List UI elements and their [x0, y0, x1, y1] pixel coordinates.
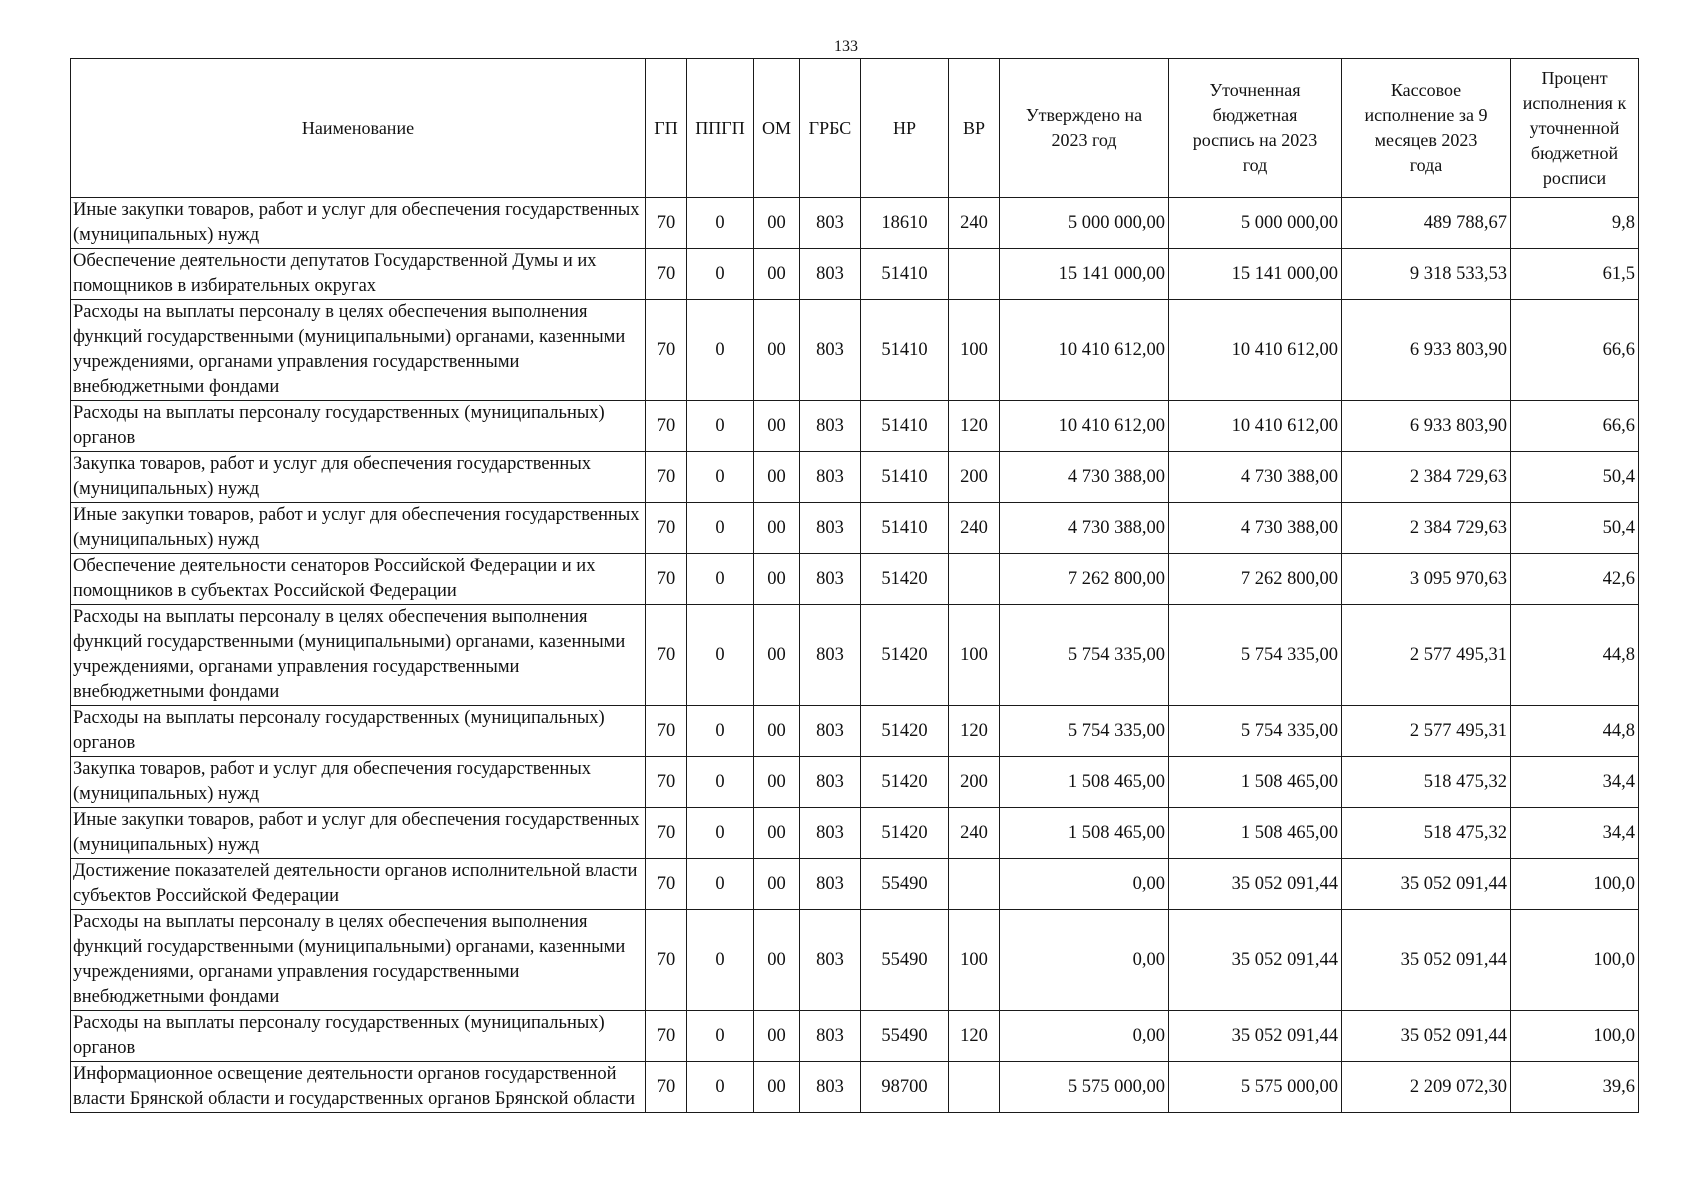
- cell-ppgp: 0: [687, 503, 754, 554]
- cell-om: 00: [754, 757, 800, 808]
- cell-gp: 70: [646, 452, 687, 503]
- table-row: [71, 808, 1639, 859]
- cell-name: Информационное освещение деятельности органов государственной власти Брянской области и государственных органов Брянской области: [71, 1062, 646, 1113]
- table-row: [71, 1011, 1639, 1062]
- cell-vr: [949, 249, 1000, 300]
- page-number: 133: [834, 38, 858, 55]
- cell-om: 00: [754, 452, 800, 503]
- cell-gp: 70: [646, 249, 687, 300]
- header-cash: Кассовое исполнение за 9 месяцев 2023 года: [1342, 59, 1511, 198]
- cell-grbs: 803: [800, 706, 861, 757]
- header-om: ОМ: [754, 59, 800, 198]
- cell-vr: 200: [949, 452, 1000, 503]
- cell-name: Закупка товаров, работ и услуг для обеспечения государственных (муниципальных) нужд: [71, 452, 646, 503]
- table-row: [71, 1062, 1639, 1113]
- cell-ppgp: 0: [687, 452, 754, 503]
- cell-grbs: 803: [800, 808, 861, 859]
- cell-refined: 5 575 000,00: [1169, 1062, 1342, 1113]
- cell-ppgp: 0: [687, 605, 754, 706]
- cell-om: 00: [754, 605, 800, 706]
- cell-gp: 70: [646, 554, 687, 605]
- cell-grbs: 803: [800, 605, 861, 706]
- cell-gp: 70: [646, 401, 687, 452]
- table-row: [71, 554, 1639, 605]
- cell-refined: 10 410 612,00: [1169, 401, 1342, 452]
- cell-name: Расходы на выплаты персоналу государственных (муниципальных) органов: [71, 706, 646, 757]
- cell-refined: 7 262 800,00: [1169, 554, 1342, 605]
- cell-nr: 51410: [861, 503, 949, 554]
- header-vr: ВР: [949, 59, 1000, 198]
- cell-cash: 2 577 495,31: [1342, 706, 1511, 757]
- cell-ppgp: 0: [687, 706, 754, 757]
- table-row: [71, 757, 1639, 808]
- cell-gp: 70: [646, 503, 687, 554]
- cell-vr: [949, 554, 1000, 605]
- cell-grbs: 803: [800, 757, 861, 808]
- cell-refined: 4 730 388,00: [1169, 503, 1342, 554]
- cell-cash: 2 384 729,63: [1342, 503, 1511, 554]
- cell-refined: 10 410 612,00: [1169, 300, 1342, 401]
- cell-gp: 70: [646, 1011, 687, 1062]
- cell-gp: 70: [646, 706, 687, 757]
- cell-name: Расходы на выплаты персоналу государственных (муниципальных) органов: [71, 401, 646, 452]
- cell-ppgp: 0: [687, 859, 754, 910]
- cell-grbs: 803: [800, 452, 861, 503]
- cell-grbs: 803: [800, 300, 861, 401]
- cell-grbs: 803: [800, 910, 861, 1011]
- cell-vr: 200: [949, 757, 1000, 808]
- header-ppgp: ППГП: [687, 59, 754, 198]
- cell-name: Расходы на выплаты персоналу в целях обеспечения выполнения функций государственными (муниципальными) органами, казенными учреждениями, органами управления государственными внебюджетными фондами: [71, 300, 646, 401]
- cell-refined: 4 730 388,00: [1169, 452, 1342, 503]
- cell-percent: 50,4: [1511, 503, 1639, 554]
- cell-cash: 9 318 533,53: [1342, 249, 1511, 300]
- cell-om: 00: [754, 198, 800, 249]
- cell-approved: 15 141 000,00: [1000, 249, 1169, 300]
- cell-percent: 50,4: [1511, 452, 1639, 503]
- cell-nr: 51410: [861, 401, 949, 452]
- cell-refined: 35 052 091,44: [1169, 910, 1342, 1011]
- cell-name: Достижение показателей деятельности органов исполнительной власти субъектов Российской Федерации: [71, 859, 646, 910]
- cell-cash: 2 209 072,30: [1342, 1062, 1511, 1113]
- cell-percent: 34,4: [1511, 757, 1639, 808]
- cell-approved: 10 410 612,00: [1000, 401, 1169, 452]
- cell-vr: [949, 859, 1000, 910]
- cell-refined: 5 754 335,00: [1169, 706, 1342, 757]
- cell-cash: 3 095 970,63: [1342, 554, 1511, 605]
- cell-vr: 100: [949, 300, 1000, 401]
- cell-approved: 0,00: [1000, 910, 1169, 1011]
- cell-grbs: 803: [800, 554, 861, 605]
- cell-refined: 5 754 335,00: [1169, 605, 1342, 706]
- cell-nr: 98700: [861, 1062, 949, 1113]
- cell-percent: 100,0: [1511, 1011, 1639, 1062]
- cell-om: 00: [754, 859, 800, 910]
- table-row: [71, 249, 1639, 300]
- cell-ppgp: 0: [687, 1062, 754, 1113]
- cell-refined: 5 000 000,00: [1169, 198, 1342, 249]
- cell-ppgp: 0: [687, 401, 754, 452]
- cell-approved: 0,00: [1000, 1011, 1169, 1062]
- cell-cash: 35 052 091,44: [1342, 910, 1511, 1011]
- cell-percent: 44,8: [1511, 605, 1639, 706]
- cell-refined: 1 508 465,00: [1169, 757, 1342, 808]
- cell-approved: 4 730 388,00: [1000, 503, 1169, 554]
- cell-cash: 2 384 729,63: [1342, 452, 1511, 503]
- cell-percent: 39,6: [1511, 1062, 1639, 1113]
- cell-percent: 66,6: [1511, 401, 1639, 452]
- header-grbs: ГРБС: [800, 59, 861, 198]
- cell-nr: 55490: [861, 859, 949, 910]
- cell-cash: 2 577 495,31: [1342, 605, 1511, 706]
- cell-vr: [949, 1062, 1000, 1113]
- cell-vr: 100: [949, 605, 1000, 706]
- cell-percent: 42,6: [1511, 554, 1639, 605]
- cell-approved: 1 508 465,00: [1000, 808, 1169, 859]
- cell-ppgp: 0: [687, 1011, 754, 1062]
- cell-ppgp: 0: [687, 910, 754, 1011]
- table-row: [71, 859, 1639, 910]
- cell-refined: 1 508 465,00: [1169, 808, 1342, 859]
- cell-cash: 518 475,32: [1342, 757, 1511, 808]
- cell-om: 00: [754, 300, 800, 401]
- table-row: [71, 401, 1639, 452]
- cell-name: Расходы на выплаты персоналу в целях обеспечения выполнения функций государственными (муниципальными) органами, казенными учреждениями, органами управления государственными внебюджетными фондами: [71, 605, 646, 706]
- cell-approved: 5 575 000,00: [1000, 1062, 1169, 1113]
- cell-om: 00: [754, 401, 800, 452]
- cell-percent: 66,6: [1511, 300, 1639, 401]
- cell-percent: 61,5: [1511, 249, 1639, 300]
- cell-name: Обеспечение деятельности сенаторов Российской Федерации и их помощников в субъектах Российской Федерации: [71, 554, 646, 605]
- cell-nr: 55490: [861, 1011, 949, 1062]
- cell-percent: 34,4: [1511, 808, 1639, 859]
- cell-approved: 0,00: [1000, 859, 1169, 910]
- cell-nr: 51410: [861, 452, 949, 503]
- cell-ppgp: 0: [687, 757, 754, 808]
- cell-gp: 70: [646, 300, 687, 401]
- budget-table: [70, 58, 1639, 1113]
- cell-gp: 70: [646, 198, 687, 249]
- header-gp: ГП: [646, 59, 687, 198]
- cell-nr: 51420: [861, 554, 949, 605]
- cell-ppgp: 0: [687, 554, 754, 605]
- header-percent: Процент исполнения к уточненной бюджетной росписи: [1511, 59, 1639, 198]
- cell-refined: 15 141 000,00: [1169, 249, 1342, 300]
- table-row: [71, 910, 1639, 1011]
- cell-vr: 120: [949, 401, 1000, 452]
- cell-name: Обеспечение деятельности депутатов Государственной Думы и их помощников в избирательных округах: [71, 249, 646, 300]
- cell-nr: 51410: [861, 249, 949, 300]
- table-header-row: [71, 59, 1639, 198]
- cell-gp: 70: [646, 757, 687, 808]
- cell-name: Расходы на выплаты персоналу в целях обеспечения выполнения функций государственными (муниципальными) органами, казенными учреждениями, органами управления государственными внебюджетными фондами: [71, 910, 646, 1011]
- header-refined: Уточненная бюджетная роспись на 2023 год: [1169, 59, 1342, 198]
- cell-om: 00: [754, 1062, 800, 1113]
- cell-om: 00: [754, 910, 800, 1011]
- table-body: [71, 198, 1639, 1113]
- cell-nr: 51420: [861, 706, 949, 757]
- cell-cash: 35 052 091,44: [1342, 859, 1511, 910]
- header-nr: НР: [861, 59, 949, 198]
- cell-om: 00: [754, 503, 800, 554]
- cell-cash: 6 933 803,90: [1342, 401, 1511, 452]
- table-row: [71, 452, 1639, 503]
- cell-grbs: 803: [800, 198, 861, 249]
- table-row: [71, 503, 1639, 554]
- cell-nr: 51410: [861, 300, 949, 401]
- cell-approved: 5 754 335,00: [1000, 706, 1169, 757]
- cell-gp: 70: [646, 910, 687, 1011]
- cell-grbs: 803: [800, 503, 861, 554]
- cell-approved: 10 410 612,00: [1000, 300, 1169, 401]
- cell-grbs: 803: [800, 1062, 861, 1113]
- cell-cash: 489 788,67: [1342, 198, 1511, 249]
- cell-vr: 100: [949, 910, 1000, 1011]
- table-row: [71, 300, 1639, 401]
- cell-grbs: 803: [800, 401, 861, 452]
- cell-om: 00: [754, 554, 800, 605]
- cell-grbs: 803: [800, 859, 861, 910]
- cell-cash: 35 052 091,44: [1342, 1011, 1511, 1062]
- cell-name: Иные закупки товаров, работ и услуг для обеспечения государственных (муниципальных) нужд: [71, 808, 646, 859]
- cell-refined: 35 052 091,44: [1169, 1011, 1342, 1062]
- cell-percent: 100,0: [1511, 859, 1639, 910]
- cell-gp: 70: [646, 605, 687, 706]
- cell-vr: 120: [949, 706, 1000, 757]
- cell-om: 00: [754, 249, 800, 300]
- cell-refined: 35 052 091,44: [1169, 859, 1342, 910]
- cell-name: Иные закупки товаров, работ и услуг для обеспечения государственных (муниципальных) нужд: [71, 503, 646, 554]
- header-approved: Утверждено на 2023 год: [1000, 59, 1169, 198]
- cell-ppgp: 0: [687, 300, 754, 401]
- cell-ppgp: 0: [687, 808, 754, 859]
- cell-ppgp: 0: [687, 249, 754, 300]
- cell-percent: 9,8: [1511, 198, 1639, 249]
- cell-name: Расходы на выплаты персоналу государственных (муниципальных) органов: [71, 1011, 646, 1062]
- cell-om: 00: [754, 808, 800, 859]
- table-row: [71, 605, 1639, 706]
- cell-cash: 518 475,32: [1342, 808, 1511, 859]
- cell-approved: 5 754 335,00: [1000, 605, 1169, 706]
- cell-cash: 6 933 803,90: [1342, 300, 1511, 401]
- cell-nr: 55490: [861, 910, 949, 1011]
- cell-ppgp: 0: [687, 198, 754, 249]
- cell-percent: 100,0: [1511, 910, 1639, 1011]
- cell-grbs: 803: [800, 249, 861, 300]
- cell-nr: 51420: [861, 757, 949, 808]
- cell-om: 00: [754, 706, 800, 757]
- cell-vr: 120: [949, 1011, 1000, 1062]
- cell-percent: 44,8: [1511, 706, 1639, 757]
- cell-vr: 240: [949, 503, 1000, 554]
- cell-approved: 7 262 800,00: [1000, 554, 1169, 605]
- cell-nr: 18610: [861, 198, 949, 249]
- cell-om: 00: [754, 1011, 800, 1062]
- table-row: [71, 706, 1639, 757]
- cell-grbs: 803: [800, 1011, 861, 1062]
- table-row: [71, 198, 1639, 249]
- cell-gp: 70: [646, 808, 687, 859]
- cell-nr: 51420: [861, 808, 949, 859]
- cell-nr: 51420: [861, 605, 949, 706]
- cell-name: Иные закупки товаров, работ и услуг для обеспечения государственных (муниципальных) нужд: [71, 198, 646, 249]
- cell-approved: 5 000 000,00: [1000, 198, 1169, 249]
- cell-approved: 1 508 465,00: [1000, 757, 1169, 808]
- cell-name: Закупка товаров, работ и услуг для обеспечения государственных (муниципальных) нужд: [71, 757, 646, 808]
- header-name: Наименование: [71, 59, 646, 198]
- cell-gp: 70: [646, 859, 687, 910]
- cell-vr: 240: [949, 808, 1000, 859]
- cell-approved: 4 730 388,00: [1000, 452, 1169, 503]
- cell-vr: 240: [949, 198, 1000, 249]
- cell-gp: 70: [646, 1062, 687, 1113]
